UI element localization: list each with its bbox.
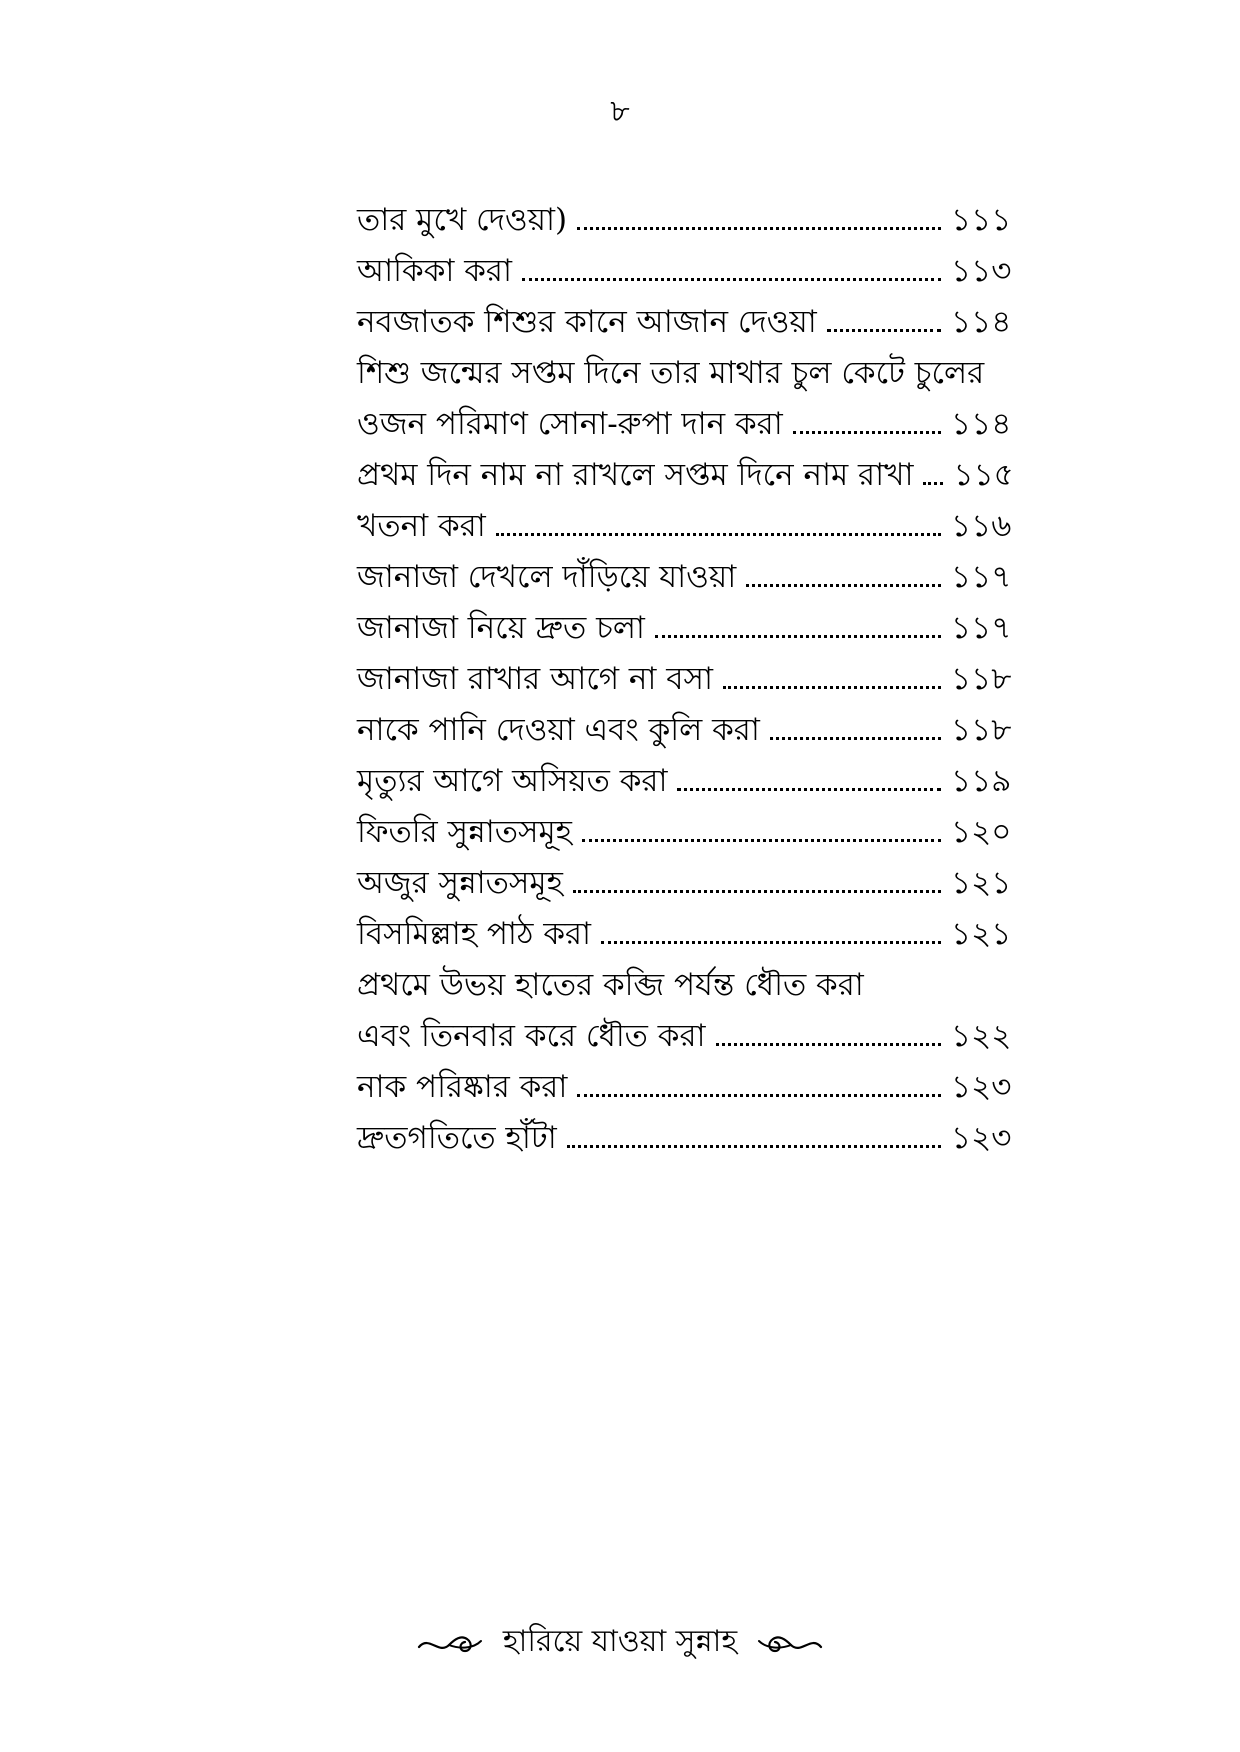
toc-entry — [357, 1114, 1012, 1165]
toc-entry-title: জানাজা নিয়ে দ্রুত চলা — [357, 609, 645, 646]
toc-entry-title: জানাজা দেখলে দাঁড়িয়ে যাওয়া — [357, 558, 737, 595]
flourish-right-icon — [755, 1627, 825, 1657]
toc-dot-leader — [522, 278, 941, 281]
toc-entry-title: দ্রুতগতিতে হাঁটা — [357, 1119, 557, 1156]
toc-entry-title: প্রথম দিন নাম না রাখলে সপ্তম দিনে নাম রাখা — [357, 456, 914, 493]
toc-entry — [357, 1012, 1012, 1063]
table-of-contents — [357, 196, 1014, 1165]
toc-dot-leader — [582, 839, 941, 842]
toc-entry-page: ১২১ — [951, 864, 1012, 901]
toc-entry — [357, 247, 1012, 298]
toc-entry-page: ১১৩ — [951, 252, 1012, 289]
toc-entry-page: ১২৩ — [951, 1068, 1012, 1105]
toc-entry — [357, 604, 1012, 655]
page-number: ৮ — [610, 94, 630, 129]
toc-entry-title: নাকে পানি দেওয়া এবং কুলি করা — [357, 711, 760, 748]
toc-entry-page: ১১৬ — [951, 507, 1012, 544]
toc-entry-page: ১২৩ — [951, 1119, 1012, 1156]
toc-entry — [357, 706, 1012, 757]
toc-entry — [357, 910, 1012, 961]
toc-entry-title: নাক পরিষ্কার করা — [357, 1068, 568, 1105]
toc-dot-leader — [496, 533, 941, 536]
toc-entry-page: ১১৮ — [951, 711, 1012, 748]
toc-entry-page: ১১৪ — [951, 303, 1012, 340]
toc-entry-continued — [357, 961, 1007, 1012]
toc-dot-leader — [601, 941, 941, 944]
running-footer — [0, 1622, 1240, 1662]
toc-entry-title: খতনা করা — [357, 507, 486, 544]
toc-dot-leader — [723, 686, 941, 689]
toc-entry-page: ১১৭ — [951, 609, 1012, 646]
toc-entry — [357, 757, 1012, 808]
flourish-left-icon — [415, 1627, 485, 1657]
toc-entry-continued — [357, 349, 1007, 400]
toc-entry-page: ১১১ — [951, 201, 1012, 238]
toc-dot-leader — [793, 431, 941, 434]
toc-entry-title: শিশু জন্মের সপ্তম দিনে তার মাথার চুল কেটে চুলের — [357, 354, 985, 391]
toc-entry-title: ওজন পরিমাণ সোনা-রুপা দান করা — [357, 405, 783, 442]
toc-entry-page: ১১৪ — [951, 405, 1012, 442]
toc-dot-leader — [655, 635, 941, 638]
toc-dot-leader — [573, 890, 941, 893]
toc-entry — [357, 502, 1012, 553]
toc-entry — [357, 553, 1012, 604]
toc-entry-title: আকিকা করা — [357, 252, 512, 289]
toc-dot-leader — [827, 329, 941, 332]
toc-dot-leader — [577, 1094, 941, 1097]
toc-entry-page: ১২০ — [951, 813, 1012, 850]
toc-entry-page: ১১৭ — [951, 558, 1012, 595]
toc-entry-page: ১১৯ — [951, 762, 1012, 799]
toc-entry — [357, 1063, 1012, 1114]
toc-dot-leader — [746, 584, 941, 587]
toc-entry-page: ১২২ — [951, 1017, 1012, 1054]
toc-dot-leader — [716, 1043, 941, 1046]
toc-entry — [357, 298, 1012, 349]
toc-entry-title: নবজাতক শিশুর কানে আজান দেওয়া — [357, 303, 817, 340]
toc-entry-title: জানাজা রাখার আগে না বসা — [357, 660, 713, 697]
toc-entry — [357, 196, 1012, 247]
toc-entry-title: এবং তিনবার করে ধৌত করা — [357, 1017, 706, 1054]
toc-dot-leader — [770, 737, 941, 740]
toc-dot-leader — [923, 482, 943, 485]
toc-entry-title: তার মুখে দেওয়া) — [357, 201, 568, 238]
toc-entry — [357, 859, 1012, 910]
toc-entry — [357, 400, 1012, 451]
toc-entry-title: ফিতরি সুন্নাতসমূহ — [357, 813, 572, 850]
toc-entry — [357, 808, 1012, 859]
toc-dot-leader — [677, 788, 941, 791]
toc-entry-title: প্রথমে উভয় হাতের কব্জি পর্যন্ত ধৌত করা — [357, 966, 864, 1003]
toc-entry-title: অজুর সুন্নাতসমূহ — [357, 864, 563, 901]
toc-entry-page: ১১৫ — [953, 456, 1014, 493]
toc-entry-title: বিসমিল্লাহ পাঠ করা — [357, 915, 592, 952]
toc-dot-leader — [567, 1145, 941, 1148]
toc-dot-leader — [577, 227, 941, 230]
toc-entry-page: ১১৮ — [951, 660, 1012, 697]
toc-entry — [357, 655, 1012, 706]
toc-entry — [357, 451, 1014, 502]
toc-entry-title: মৃত্যুর আগে অসিয়ত করা — [357, 762, 668, 799]
toc-entry-page: ১২১ — [951, 915, 1012, 952]
book-title: হারিয়ে যাওয়া সুন্নাহ — [502, 1624, 738, 1659]
